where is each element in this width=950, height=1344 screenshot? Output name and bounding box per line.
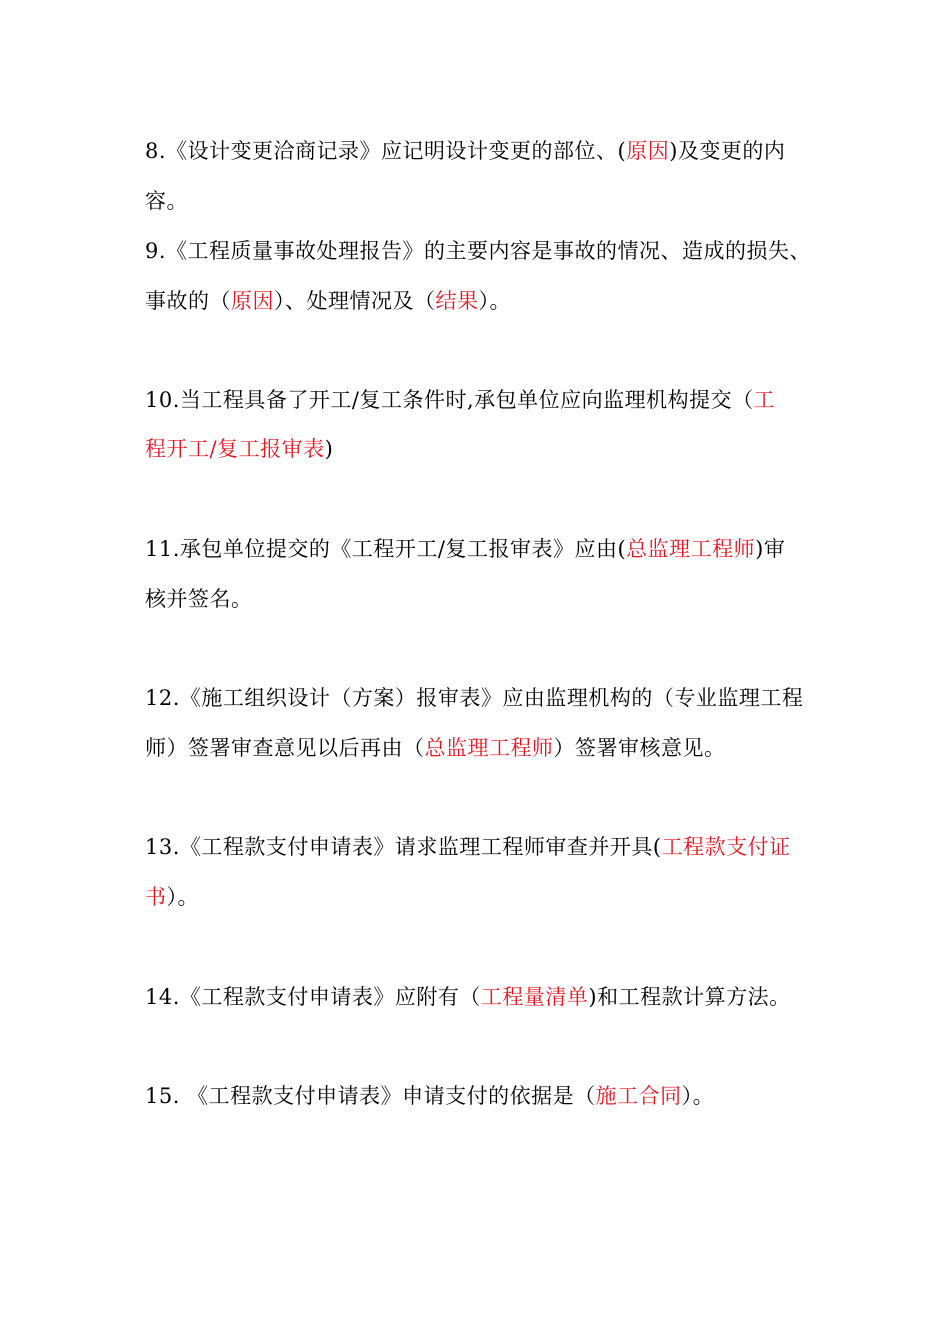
q11-answer: 总监理工程师 bbox=[626, 537, 756, 561]
q9-text-c: ）。 bbox=[478, 289, 511, 313]
q14-text-cont: )和工程款计算方法。 bbox=[588, 985, 791, 1009]
q11-text: 11.承包单位提交的《工程开工/复工报审表》应由( bbox=[145, 537, 627, 561]
q11-text-cont: )审 bbox=[755, 537, 786, 561]
q9-line-2 bbox=[145, 286, 825, 316]
q10-text-end: ) bbox=[324, 437, 334, 461]
q8-answer-reason: 原因 bbox=[626, 139, 670, 163]
q12-line-1 bbox=[145, 683, 825, 713]
q10-line-2 bbox=[145, 434, 825, 464]
q10-answer-part1: 工 bbox=[753, 388, 776, 412]
q8-text-cont: )及变更的内 bbox=[669, 139, 786, 163]
q14-line-1 bbox=[145, 982, 825, 1012]
q12-text: 12.《施工组织设计（方案）报审表》应由监理机构的（专业监理工程 bbox=[145, 686, 804, 710]
q14-answer: 工程量清单 bbox=[480, 985, 589, 1009]
q13-text-end: ）。 bbox=[166, 885, 199, 909]
q9-line-1 bbox=[145, 236, 825, 266]
q10-answer-part2: 程开工/复工报审表 bbox=[145, 437, 325, 461]
q9-text-a: 事故的（ bbox=[145, 289, 231, 313]
q13-line-1 bbox=[145, 832, 825, 862]
q11-line-2 bbox=[145, 584, 825, 614]
q10-text: 10.当工程具备了开工/复工条件时,承包单位应向监理机构提交（ bbox=[145, 388, 754, 412]
q13-answer-part1: 工程款支付证 bbox=[661, 835, 791, 859]
q15-text: 15. 《工程款支付申请表》申请支付的依据是（ bbox=[145, 1084, 596, 1108]
q13-answer-part2: 书 bbox=[145, 885, 167, 909]
q14-text: 14.《工程款支付申请表》应附有（ bbox=[145, 985, 481, 1009]
q13-line-2 bbox=[145, 882, 825, 912]
q12-text-a: 师）签署审查意见以后再由（ bbox=[145, 736, 425, 760]
q8-text: 8.《设计变更洽商记录》应记明设计变更的部位、( bbox=[145, 139, 627, 163]
q10-line-1 bbox=[145, 385, 825, 415]
q15-text-cont: ）。 bbox=[681, 1084, 715, 1108]
q12-line-2 bbox=[145, 733, 825, 763]
q9-answer-result: 结果 bbox=[435, 289, 479, 313]
q12-answer: 总监理工程师 bbox=[424, 736, 554, 760]
q8-line-2 bbox=[145, 186, 825, 216]
q9-text-b: ）、处理情况及（ bbox=[274, 289, 436, 313]
q11-text-end: 核并签名。 bbox=[145, 587, 253, 611]
q9-answer-reason: 原因 bbox=[231, 289, 274, 313]
q9-text: 9.《工程质量事故处理报告》的主要内容是事故的情况、造成的损失、 bbox=[145, 239, 812, 263]
q15-line-1 bbox=[145, 1081, 825, 1111]
q13-text: 13.《工程款支付申请表》请求监理工程师审查并开具( bbox=[145, 835, 662, 859]
q8-text-end: 容。 bbox=[145, 189, 188, 213]
q15-answer: 施工合同 bbox=[595, 1084, 682, 1108]
q8-line-1 bbox=[145, 136, 825, 166]
q11-line-1 bbox=[145, 534, 825, 564]
q12-text-b: ）签署审核意见。 bbox=[553, 736, 726, 760]
